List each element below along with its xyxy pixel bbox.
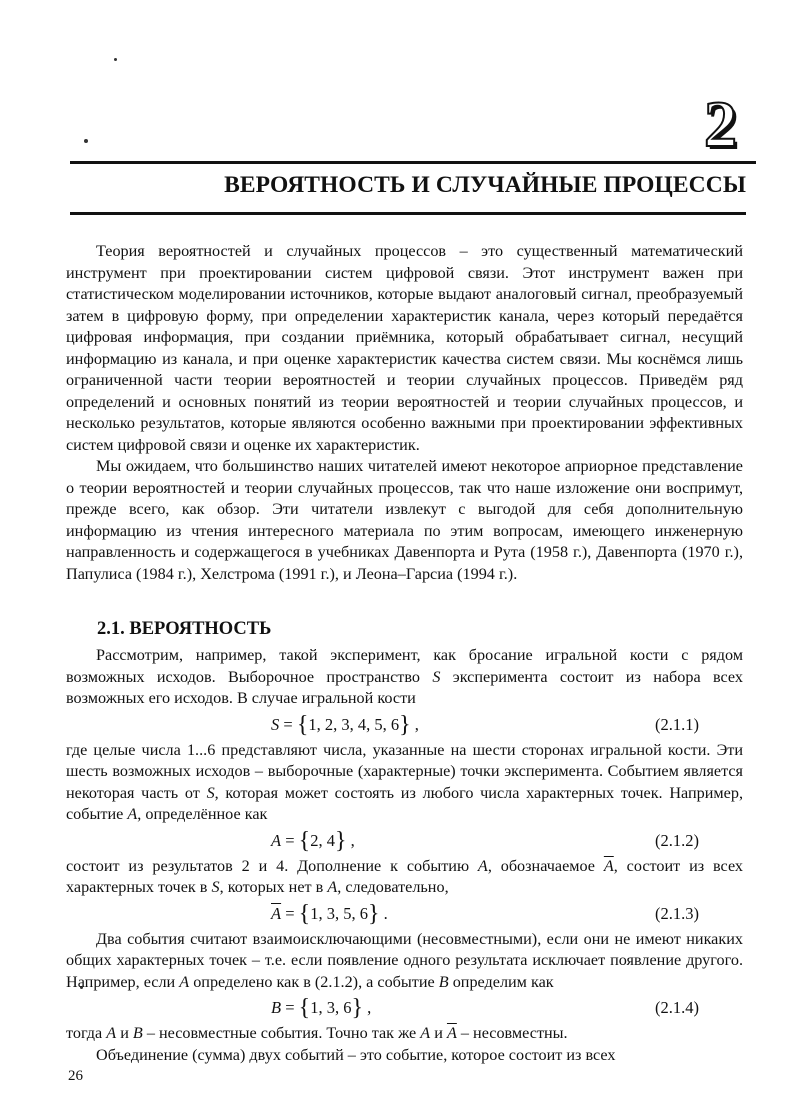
intro-paragraph-2: Мы ожидаем, что большинство наших читателей имеют некоторое априорное представление о теории вероятностей и теории случайных процессов, так что наше изложение они воспримут, прежде всего, как обзор. Эти читатели извлекут с выгодой для себя дополнительную информацию из чтения интересного материала по этим вопросам, имеющего инженерную направленность и содержащегося в учебниках Давенпорта и Рута (1958 г.), Давенпорта (1970 г.), Папулиса (1984 г.), Хелстрома (1991 г.), и Леона–Гарсиа (1994 г.). xyxy=(66,457,743,583)
intro-text xyxy=(66,241,743,585)
section-paragraph-5: тогда A и B – несовместные события. Точно так же A и $\overline{A}$ – несовместны. xyxy=(66,1024,568,1042)
chapter-title: ВЕРОЯТНОСТЬ И СЛУЧАЙНЫЕ ПРОЦЕССЫ xyxy=(224,172,746,198)
scan-speck xyxy=(114,58,117,61)
equation-2-1-2: A = {2, 4} , (2.1.2) xyxy=(271,827,699,854)
page-number: 26 xyxy=(68,1068,83,1084)
scan-speck xyxy=(84,139,88,143)
section-paragraph-1: Рассмотрим, например, такой эксперимент, как бросание игральной кости с рядом возможных исходов. Выборочное пространство S эксперимента состоит из набора всех возможных его исходов. В случае игральной кости xyxy=(66,646,743,707)
equation-2-1-3: $\overline{A} = \{1$, 3, 5, 6} . (2.1.3) xyxy=(271,900,699,927)
equation-2-1-1: S = {1, 2, 3, 4, 5, 6} , (2.1.1) xyxy=(271,711,699,738)
chapter-rule-bottom xyxy=(70,212,746,215)
equation-number: (2.1.2) xyxy=(655,830,699,850)
equation-number: (2.1.3) xyxy=(655,903,699,923)
section-paragraph-2: где целые числа 1...6 представляют числа, указанные на шести сторонах игральной кости. Эти шесть возможных исходов – выборочные (характерные) точки эксперимента. Событием является некоторая часть от S, которая может состоять из любого числа характерных точек. Например, событие A, определённое как xyxy=(66,740,743,823)
section-heading: 2.1. ВЕРОЯТНОСТЬ xyxy=(97,619,272,639)
chapter-rule-top xyxy=(70,161,756,164)
equation-2-1-4: B = {1, 3, 6} , (2.1.4) xyxy=(271,995,699,1021)
section-paragraph-6: Объединение (сумма) двух событий – это событие, которое состоит из всех xyxy=(96,1045,616,1064)
section-paragraph-4: Два события считают взаимоисключающими (несовместными), если они не имеют никаких общих характерных точек – т.е. если появление одного результата исключает появление другого. Например, если A определено как в (2.1.2), а событие B определим как xyxy=(66,929,743,991)
equation-number: (2.1.4) xyxy=(655,998,699,1017)
intro-paragraph-1: Теория вероятностей и случайных процессов – это существенный математический инструмент при проектировании систем цифровой связи. Этот инструмент важен при статистическом моделировании источников, которые выдают аналоговый сигнал, преобразуемый затем в цифровую форму, при определении характеристик канала, через который передаётся цифровая информация, при создании приёмника, который обрабатывает сигнал, несущий информацию из канала, и при оценке характеристик качества систем связи. Мы коснёмся лишь ограниченной части теории вероятностей и теории случайных процессов. Приведём ряд определений и основных понятий из теории вероятностей и теории случайных процессов, и несколько результатов, которые являются особенно важными при проектировании эффективных систем цифровой связи и оценке их характеристик. xyxy=(66,242,743,454)
section-body xyxy=(66,616,743,1066)
section-paragraph-3: состоит из результатов 2 и 4. Дополнение к событию A, обозначаемое $\overline{A}$, состоит из всех характерных точек в S, которых нет в A, следовательно, xyxy=(66,856,744,896)
equation-number: (2.1.1) xyxy=(655,714,699,734)
chapter-number: 2 xyxy=(704,88,737,161)
